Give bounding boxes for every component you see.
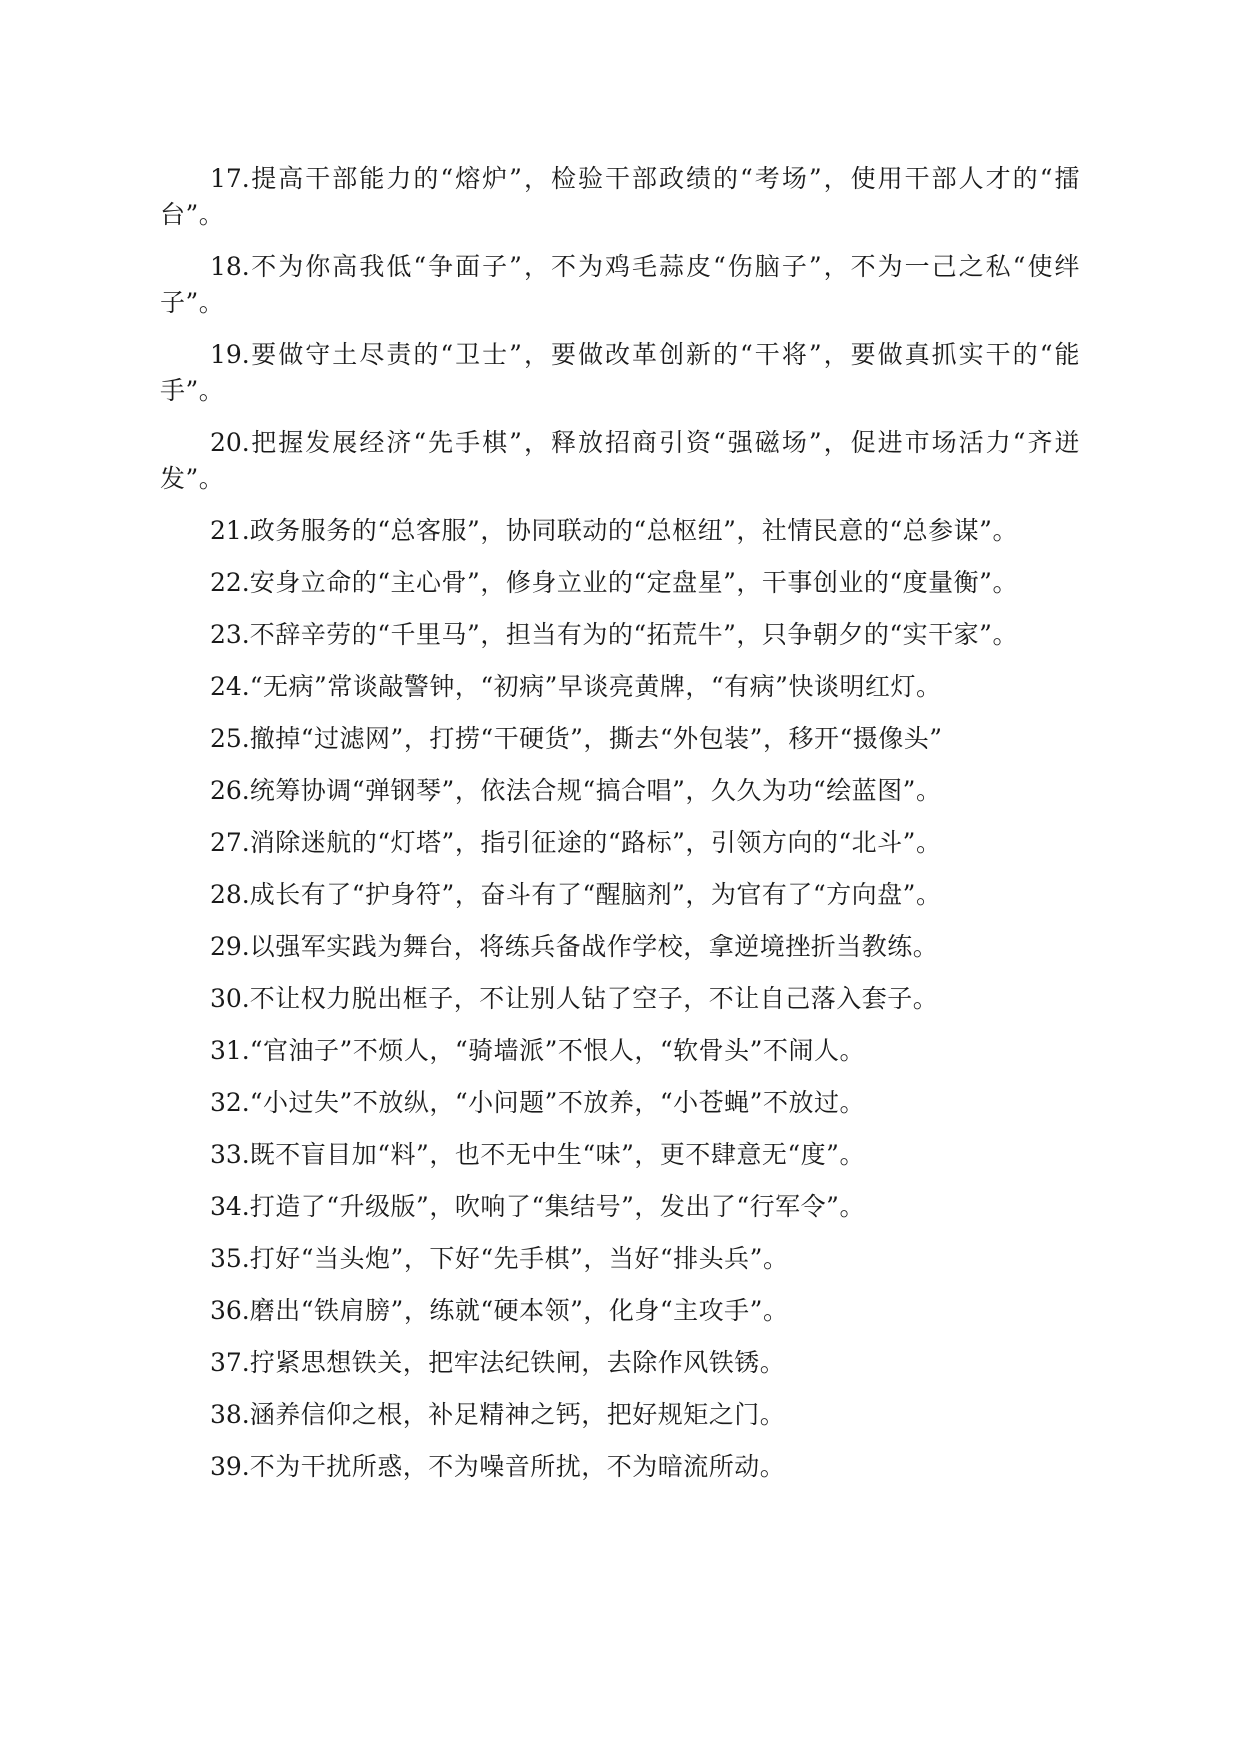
list-item-38 — [160, 1397, 1080, 1433]
document-page — [160, 161, 1080, 1501]
item-text: 以强军实践为舞台，将练兵备战作学校，拿逆境挫折当教练。 — [249, 932, 939, 961]
item-text: 统筹协调“弹钢琴”，依法合规“搞合唱”，久久为功“绘蓝图”。 — [249, 776, 942, 805]
item-number: 18. — [210, 252, 250, 281]
list-item-25 — [160, 721, 1080, 757]
item-number: 38. — [210, 1400, 250, 1429]
item-text: 不辞辛劳的“千里马”，担当有为的“拓荒牛”，只争朝夕的“实干家”。 — [249, 620, 1018, 649]
item-text: “官油子”不烦人，“骑墙派”不恨人，“软骨头”不闹人。 — [249, 1036, 865, 1065]
item-number: 22. — [210, 568, 250, 597]
item-text: 打好“当头炮”，下好“先手棋”，当好“排头兵”。 — [249, 1244, 789, 1273]
item-text: 提高干部能力的“熔炉”，检验干部政绩的“考场”，使用干部人才的“擂台”。 — [160, 164, 1080, 229]
item-text: 要做守土尽责的“卫士”，要做改革创新的“干将”，要做真抓实干的“能手”。 — [160, 340, 1080, 405]
item-number: 36. — [210, 1296, 250, 1325]
list-item-21 — [160, 513, 1080, 549]
item-number: 31. — [210, 1036, 250, 1065]
item-number: 34. — [210, 1192, 250, 1221]
list-item-18 — [160, 249, 1080, 321]
list-item-26 — [160, 773, 1080, 809]
list-item-27 — [160, 825, 1080, 861]
list-item-28 — [160, 877, 1080, 913]
item-number: 27. — [210, 828, 250, 857]
list-item-31 — [160, 1033, 1080, 1069]
list-item-32 — [160, 1085, 1080, 1121]
item-text: 既不盲目加“料”，也不无中生“味”，更不肆意无“度”。 — [249, 1140, 865, 1169]
item-text: 拧紧思想铁关，把牢法纪铁闸，去除作风铁锈。 — [249, 1348, 786, 1377]
list-item-19 — [160, 337, 1080, 409]
list-item-30 — [160, 981, 1080, 1017]
item-number: 24. — [210, 672, 250, 701]
list-item-24 — [160, 669, 1080, 705]
item-number: 39. — [210, 1452, 250, 1481]
item-number: 37. — [210, 1348, 250, 1377]
item-number: 29. — [210, 932, 250, 961]
item-number: 28. — [210, 880, 250, 909]
item-text: 打造了“升级版”，吹响了“集结号”，发出了“行军令”。 — [249, 1192, 865, 1221]
list-item-29 — [160, 929, 1080, 965]
list-item-36 — [160, 1293, 1080, 1329]
item-number: 20. — [210, 428, 250, 457]
item-number: 32. — [210, 1088, 250, 1117]
list-item-35 — [160, 1241, 1080, 1277]
item-text: “小过失”不放纵，“小问题”不放养，“小苍蝇”不放过。 — [249, 1088, 865, 1117]
item-text: 不为干扰所惑，不为噪音所扰，不为暗流所动。 — [249, 1452, 786, 1481]
item-number: 30. — [210, 984, 250, 1013]
item-number: 33. — [210, 1140, 250, 1169]
list-item-23 — [160, 617, 1080, 653]
item-text: 撤掉“过滤网”，打捞“干硬货”，撕去“外包装”，移开“摄像头” — [249, 724, 943, 753]
item-text: “无病”常谈敲警钟，“初病”早谈亮黄牌，“有病”快谈明红灯。 — [249, 672, 942, 701]
item-number: 23. — [210, 620, 250, 649]
item-text: 不让权力脱出框子，不让别人钻了空子，不让自己落入套子。 — [249, 984, 939, 1013]
item-text: 成长有了“护身符”，奋斗有了“醒脑剂”，为官有了“方向盘”。 — [249, 880, 942, 909]
list-item-17 — [160, 161, 1080, 233]
item-text: 消除迷航的“灯塔”，指引征途的“路标”，引领方向的“北斗”。 — [249, 828, 942, 857]
item-number: 17. — [210, 164, 250, 193]
item-text: 安身立命的“主心骨”，修身立业的“定盘星”，干事创业的“度量衡”。 — [249, 568, 1018, 597]
item-text: 涵养信仰之根，补足精神之钙，把好规矩之门。 — [249, 1400, 786, 1429]
list-item-22 — [160, 565, 1080, 601]
item-text: 把握发展经济“先手棋”，释放招商引资“强磁场”，促进市场活力“齐迸发”。 — [160, 428, 1080, 493]
list-item-33 — [160, 1137, 1080, 1173]
list-item-34 — [160, 1189, 1080, 1225]
item-number: 19. — [210, 340, 250, 369]
item-text: 不为你高我低“争面子”，不为鸡毛蒜皮“伤脑子”，不为一己之私“使绊子”。 — [160, 252, 1080, 317]
list-item-20 — [160, 425, 1080, 497]
item-text: 磨出“铁肩膀”，练就“硬本领”，化身“主攻手”。 — [249, 1296, 789, 1325]
item-text: 政务服务的“总客服”，协同联动的“总枢纽”，社情民意的“总参谋”。 — [249, 516, 1018, 545]
list-item-37 — [160, 1345, 1080, 1381]
item-number: 25. — [210, 724, 250, 753]
item-number: 26. — [210, 776, 250, 805]
list-item-39 — [160, 1449, 1080, 1485]
item-number: 35. — [210, 1244, 250, 1273]
item-number: 21. — [210, 516, 250, 545]
